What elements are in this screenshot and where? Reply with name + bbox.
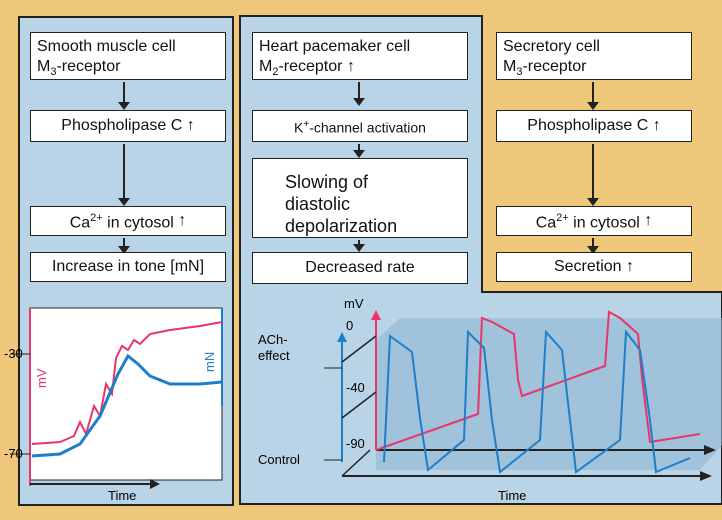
secretory-secretion-label: Secretion bbox=[553, 258, 622, 275]
smooth-muscle-receptor: $M_3$-receptor bbox=[37, 58, 121, 79]
tick-label: -40 bbox=[346, 380, 365, 395]
heart-slowing-line: diastolic bbox=[285, 194, 351, 214]
up-arrow-icon: ↑ bbox=[644, 212, 653, 229]
tick-label: -30 bbox=[4, 346, 23, 361]
tick-label: -70 bbox=[4, 446, 23, 461]
heart-slowing-line: depolarization bbox=[285, 216, 398, 236]
x-axis-label: Time bbox=[498, 488, 527, 503]
ach-effect-label: ACh- bbox=[258, 332, 288, 347]
ach-effect-label: effect bbox=[258, 348, 290, 363]
up-arrow-icon: ↑ bbox=[652, 117, 661, 134]
heart-slowing-line: Slowing of bbox=[285, 172, 369, 192]
secretory-receptor: $M_3$-receptor bbox=[503, 58, 587, 79]
up-arrow-icon: ↑ bbox=[178, 212, 187, 229]
tick-label: 0 bbox=[346, 318, 354, 333]
up-arrow-icon: ↑ bbox=[186, 117, 195, 134]
y-axis-label-mn: mN bbox=[202, 351, 217, 372]
smooth-calcium-label: $Ca^{2+}$ in cytosol bbox=[69, 212, 174, 232]
smooth-muscle-title: Smooth muscle cell bbox=[37, 38, 176, 55]
heart-k-channel-label: K+-channel activation bbox=[294, 118, 426, 136]
smooth-phospholipase-label: Phospholipase C bbox=[61, 117, 183, 134]
y-axis-label-mv: mV bbox=[34, 368, 49, 388]
heart-receptor: $M_2$-receptor ↑ bbox=[259, 58, 355, 79]
up-arrow-icon: ↑ bbox=[626, 258, 635, 275]
heart-title: Heart pacemaker cell bbox=[259, 38, 411, 55]
secretory-phospholipase-label: Phospholipase C bbox=[527, 117, 649, 134]
secretory-calcium-label: $Ca^{2+}$ in cytosol bbox=[535, 212, 640, 232]
control-label: Control bbox=[258, 452, 300, 467]
smooth-tone-label: Increase in tone [mN] bbox=[51, 258, 205, 275]
y-axis-unit: mV bbox=[344, 296, 364, 311]
up-arrow-icon: ↑ bbox=[346, 58, 355, 75]
tick-label: -90 bbox=[346, 436, 365, 451]
heart-rate-label: Decreased rate bbox=[305, 259, 415, 276]
secretory-title: Secretory cell bbox=[503, 38, 600, 55]
x-axis-label: Time bbox=[108, 488, 137, 503]
